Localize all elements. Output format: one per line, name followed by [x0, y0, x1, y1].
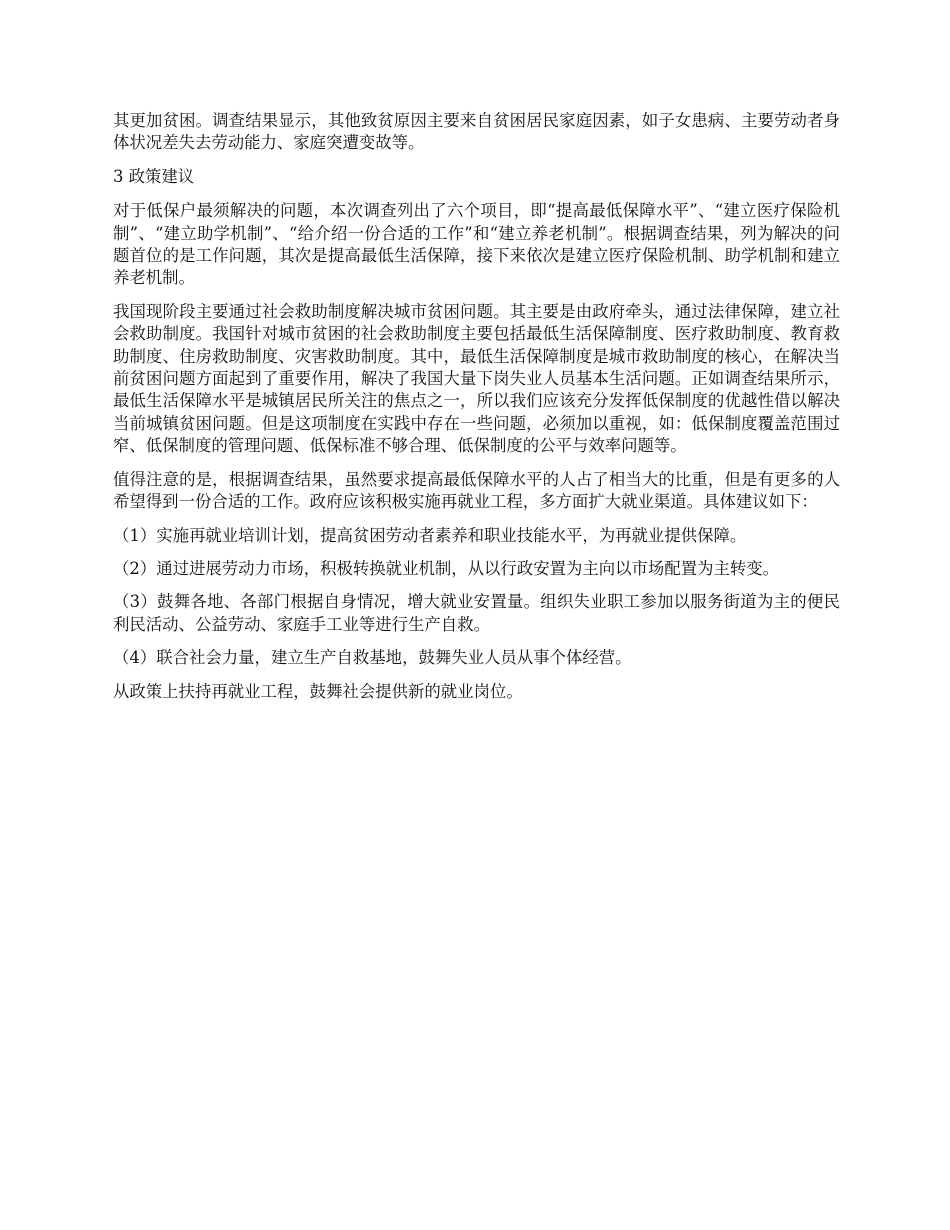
- paragraph-survey-issues: 对于低保户最须解决的问题，本次调查列出了六个项目，即“提高最低保障水平”、“建立医疗保险机制”、“建立助学机制”、“给介绍一份合适的工作”和“建立养老机制”。根据调查结果，列为解决的问题首位的是工作问题，其次是提高最低生活保障，接下来依次是建立医疗保险机制、助学机制和建立养老机制。: [113, 201, 840, 288]
- paragraph-reemployment: 值得注意的是，根据调查结果，虽然要求提高最低保障水平的人占了相当大的比重，但是有更多的人希望得到一份合适的工作。政府应该积极实施再就业工程，多方面扩大就业渠道。具体建议如下：: [113, 469, 840, 512]
- list-item-suggestion-2: （2）通过进展劳动力市场，积极转换就业机制，从以行政安置为主向以市场配置为主转变。: [113, 558, 780, 578]
- paragraph-social-assistance: 我国现阶段主要通过社会救助制度解决城市贫困问题。其主要是由政府牵头，通过法律保障，建立社会救助制度。我国针对城市贫困的社会救助制度主要包括最低生活保障制度、医疗救助制度、教育救助制度、住房救助制度、灾害救助制度。其中，最低生活保障制度是城市救助制度的核心，在解决当前贫困问题方面起到了重要作用，解决了我国大量下岗失业人员基本生活问题。正如调查结果所示，最低生活保障水平是城镇居民所关注的焦点之一，所以我们应该充分发挥低保制度的优越性借以解决当前城镇贫困问题。但是这项制度在实践中存在一些问题，必须加以重视，如：低保制度覆盖范围过窄、低保制度的管理问题、低保标准不够合理、低保制度的公平与效率问题等。: [113, 301, 840, 456]
- list-item-suggestion-3: （3）鼓舞各地、各部门根据自身情况，增大就业安置量。组织失业职工参加以服务街道为主的便民利民活动、公益劳动、家庭手工业等进行生产自救。: [113, 592, 840, 634]
- list-item-suggestion-1: （1）实施再就业培训计划，提高贫困劳动者素养和职业技能水平，为再就业提供保障。: [113, 525, 747, 545]
- paragraph-poverty-causes: 其更加贫困。调查结果显示，其他致贫原因主要来自贫困居民家庭因素，如子女患病、主要劳动者身体状况差失去劳动能力、家庭突遭变故等。: [113, 111, 840, 153]
- document-page: [113, 110, 840, 714]
- paragraph-policy-support: 从政策上扶持再就业工程，鼓舞社会提供新的就业岗位。: [113, 681, 523, 701]
- section-heading-policy-suggestions: 3 政策建议: [113, 166, 195, 186]
- list-item-suggestion-4: （4）联合社会力量，建立生产自救基地，鼓舞失业人员从事个体经营。: [113, 648, 632, 668]
